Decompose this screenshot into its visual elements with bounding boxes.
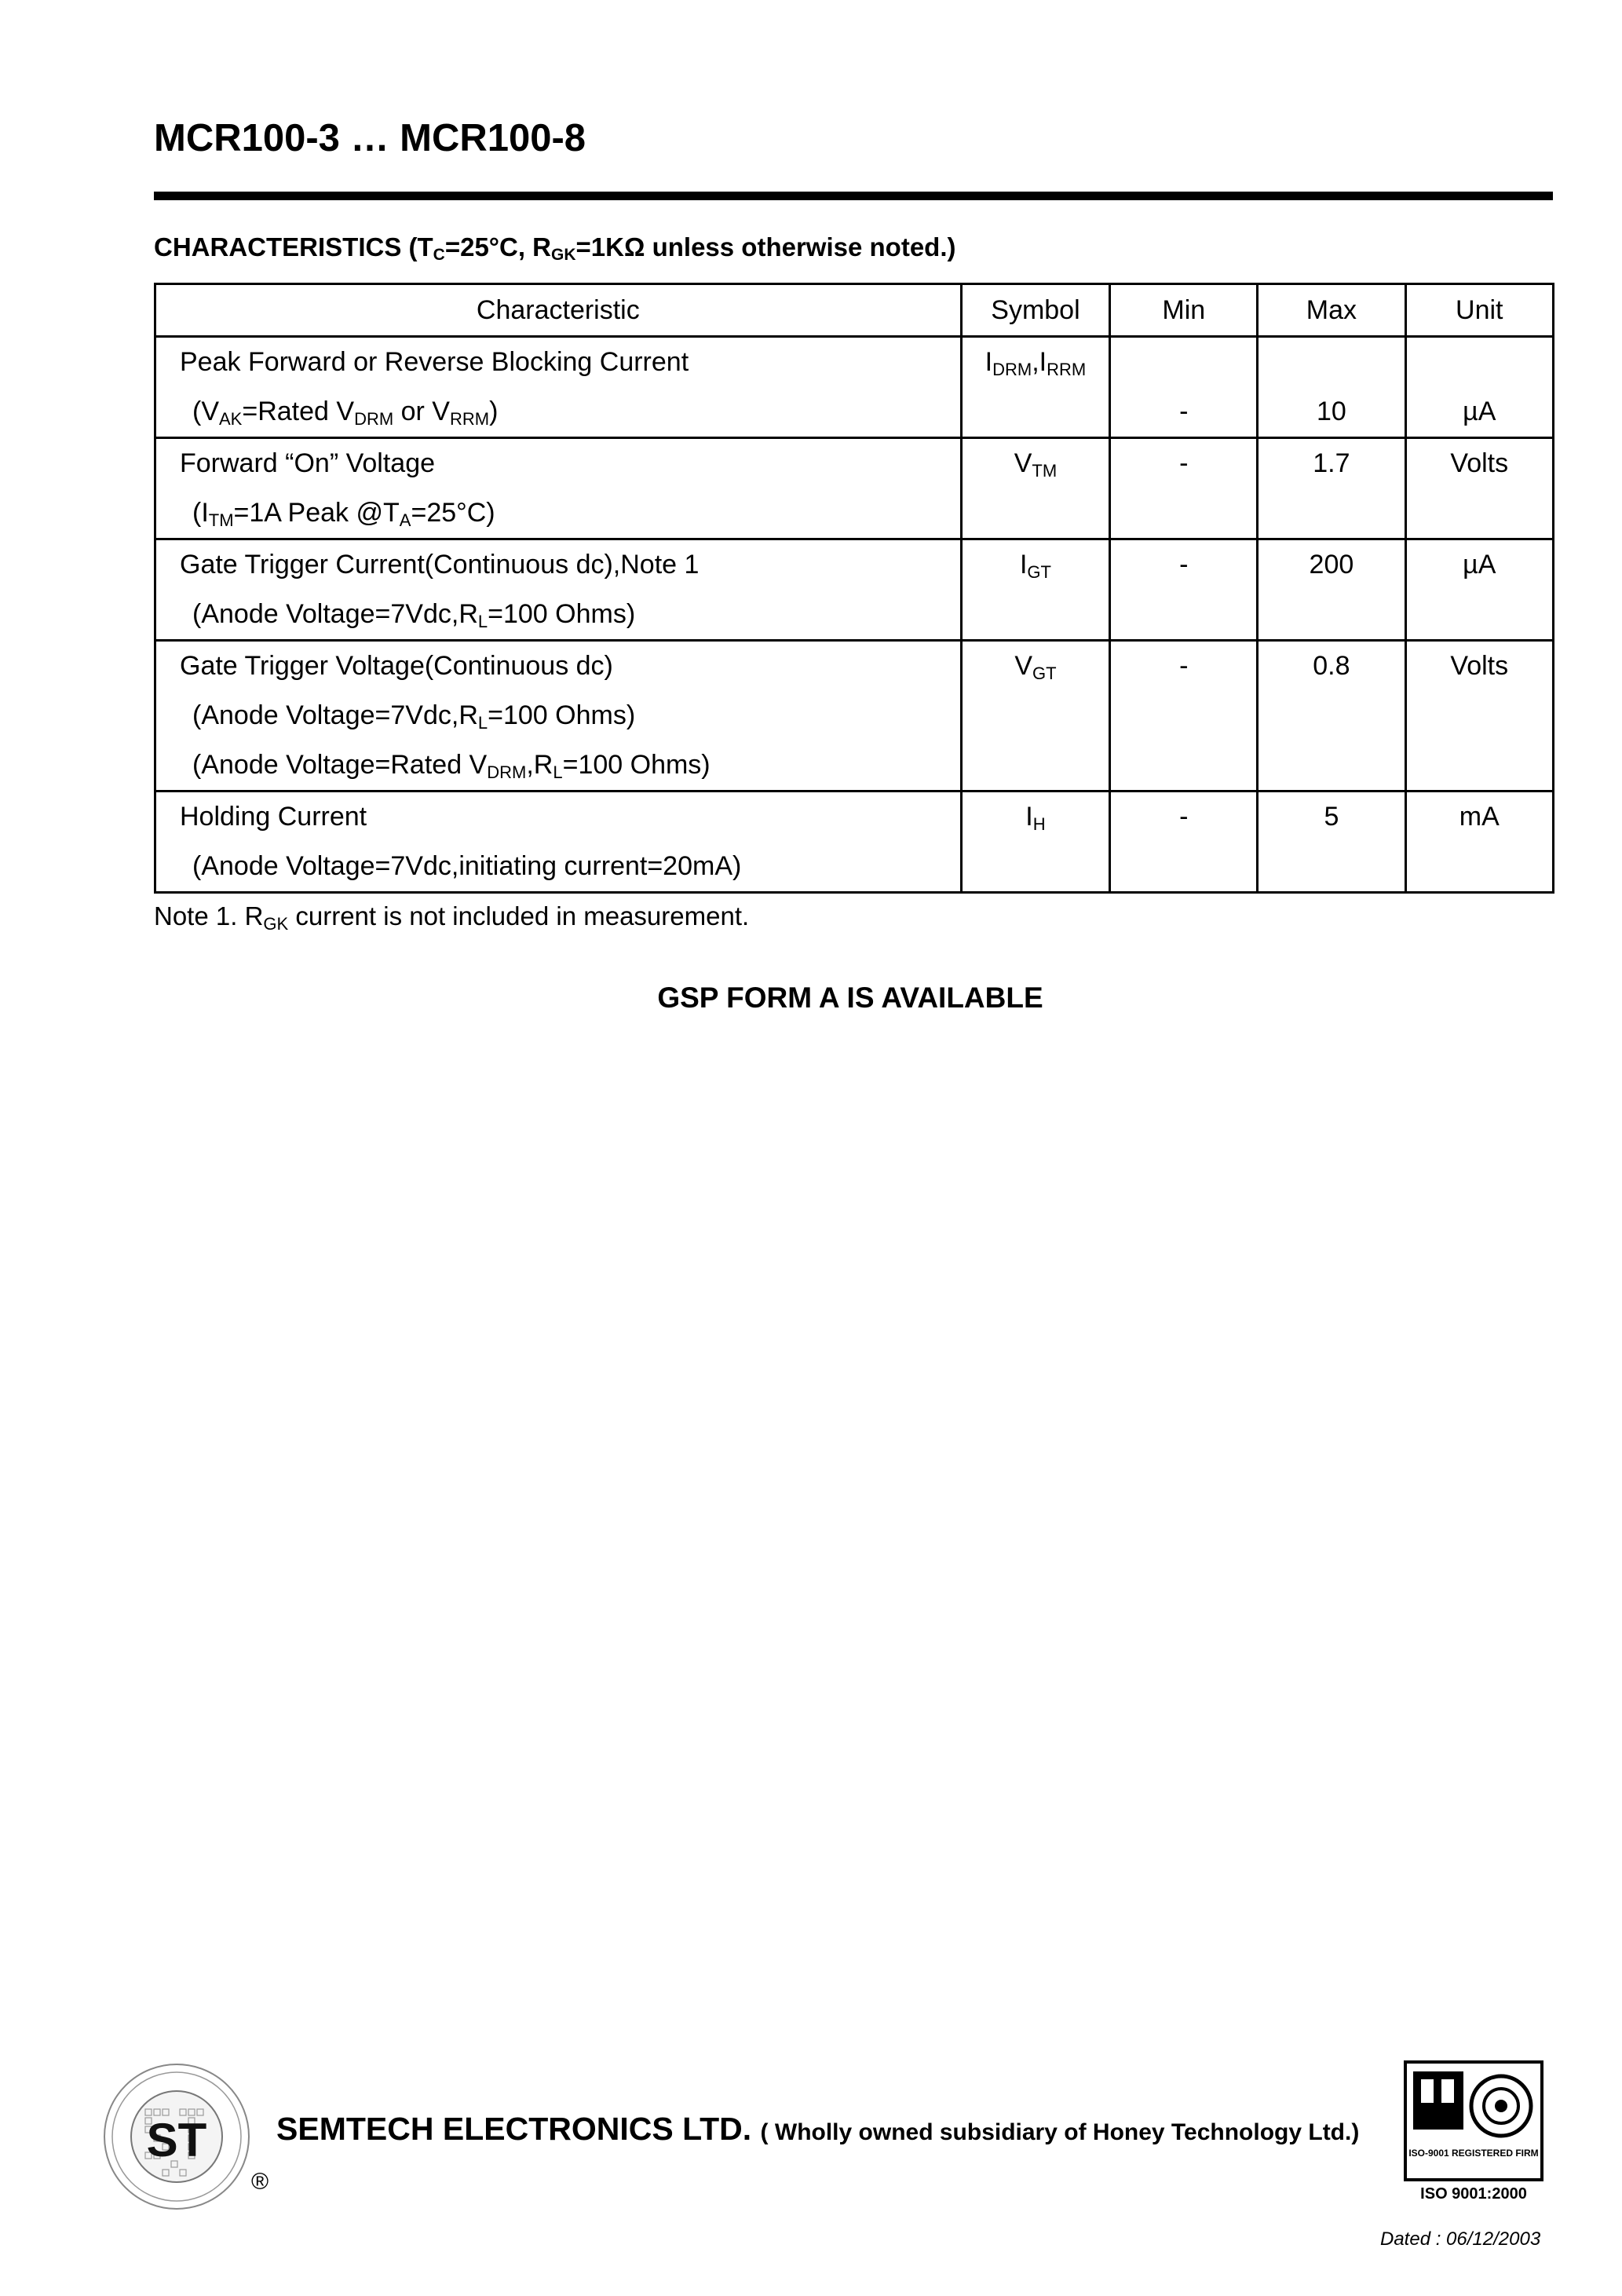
header-max: Max: [1258, 284, 1405, 337]
max-cell: 10: [1258, 337, 1405, 438]
company-name: SEMTECH ELECTRONICS LTD. ( Wholly owned subsidiary of Honey Technology Ltd.): [276, 2111, 1360, 2147]
unit-cell: mA: [1405, 792, 1553, 893]
title-rule: [154, 192, 1553, 200]
max-cell: 200: [1258, 539, 1405, 641]
symbol-cell: $I_H$: [961, 792, 1110, 893]
min-cell: -: [1110, 438, 1258, 539]
table-row: [155, 539, 1554, 641]
table-row: [155, 438, 1554, 539]
characteristics-heading: CHARACTERISTICS ($T_C=25^\circ C$, $R_{GK}=1K\Omega$ unless otherwise noted.): [154, 232, 956, 264]
characteristic-cell: Gate Trigger Voltage(Continuous dc) (Anode $Voltage=7Vdc,R_L=100$ Ohms) (Anode Voltage=Rated $V_{DRM},R_L=100$ Ohms): [155, 641, 962, 792]
header-min: Min: [1110, 284, 1258, 337]
header-characteristic: Characteristic: [155, 284, 962, 337]
symbol-cell: $I_{GT}$: [961, 539, 1110, 641]
unit-cell: Volts: [1405, 438, 1553, 539]
iso-certification-icon: [1404, 2060, 1543, 2210]
min-cell: -: [1110, 641, 1258, 792]
unit-cell: Volts: [1405, 641, 1553, 792]
date-stamp: Dated : 06/12/2003: [1380, 2228, 1541, 2250]
table-row: [155, 337, 1554, 438]
svg-text:ST: ST: [146, 2114, 207, 2166]
svg-text:ISO 9001:2000: ISO 9001:2000: [1420, 2185, 1527, 2203]
characteristic-cell: Forward “On” Voltage ($I_{TM}=1A$ Peak $@T_A=25^\circ C$): [155, 438, 962, 539]
unit-cell: µA: [1405, 337, 1553, 438]
semtech-logo-icon: [102, 2062, 251, 2211]
table-header-row: [155, 284, 1554, 337]
table-row: [155, 792, 1554, 893]
footnote: Note 1. $R_{GK}$ current is not included in measurement.: [154, 901, 750, 934]
symbol-cell: $I_{DRM},I_{RRM}$: [961, 337, 1110, 438]
header-unit: Unit: [1405, 284, 1553, 337]
symbol-cell: $V_{GT}$: [961, 641, 1110, 792]
table-row: [155, 641, 1554, 792]
characteristic-cell: Gate Trigger Current(Continuous dc),Note 1 (Anode $Voltage=7Vdc,R_L=100$ Ohms): [155, 539, 962, 641]
page-title: MCR100-3 … MCR100-8: [154, 117, 586, 159]
svg-text:ISO-9001 REGISTERED FIRM: ISO-9001 REGISTERED FIRM: [1408, 2148, 1539, 2159]
min-cell: -: [1110, 337, 1258, 438]
symbol-cell: $V_{TM}$: [961, 438, 1110, 539]
registered-mark: ®: [251, 2169, 269, 2195]
gsp-availability-notice: GSP FORM A IS AVAILABLE: [657, 982, 1043, 1014]
max-cell: 0.8: [1258, 641, 1405, 792]
unit-cell: µA: [1405, 539, 1553, 641]
min-cell: -: [1110, 792, 1258, 893]
characteristics-table: [154, 283, 1554, 894]
characteristic-cell: Holding Current (Anode Voltage=7Vdc,initiating current=20mA): [155, 792, 962, 893]
max-cell: 5: [1258, 792, 1405, 893]
min-cell: -: [1110, 539, 1258, 641]
max-cell: 1.7: [1258, 438, 1405, 539]
characteristic-cell: Peak Forward or Reverse Blocking Current ($V_{AK}=Rated$ $V_{DRM}$ or $V_{RRM}$): [155, 337, 962, 438]
header-symbol: Symbol: [961, 284, 1110, 337]
